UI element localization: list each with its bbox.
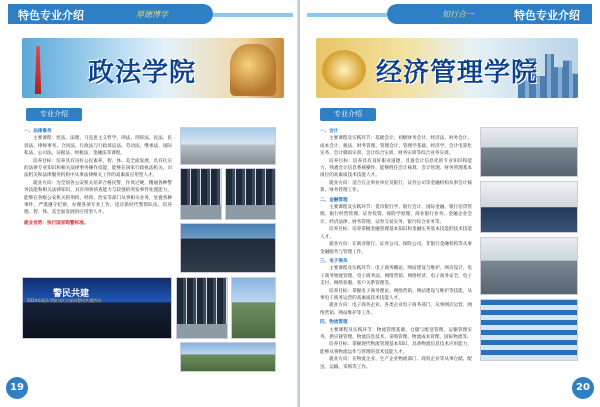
program-name: 四、物流管理 — [320, 320, 348, 326]
accounting-class-photo — [480, 127, 578, 177]
program-goal: 培养目标：培养具有良好公民素养、智、体、美全面发展，具有扎实的法律专业知识和相关法律事务操作技能，能够在国家行政执法机关、司法机关和法律服务机构中从事法律相关工作的高素质应用型人才。 — [24, 158, 172, 179]
officer-photo — [176, 277, 228, 339]
stage-title: 警民共建 — [53, 289, 90, 299]
program-courses: 主要课程及实践环节：基础会计、初级财务会计、经济法、财务会计、成本会计、税法、财务管理、管理会计、管理学基础、经济学、会计电算化实务、会计模拟实训、会计综合实训、财务实训等综合业务实训。 — [320, 136, 472, 157]
training-field-photo — [180, 342, 276, 372]
program-goal: 培养目标：培养具有良好职业道德，具备会计信息化的专业知识和能力，熟悉会计信息系统操作，能够胜任会计核算、会计管理、财务管理基本岗位的高素质技术技能人才。 — [320, 158, 472, 179]
program-name: 二、金融管理 — [320, 197, 348, 203]
stone-lion-illustration — [230, 44, 276, 96]
ceremony-stage-photo — [22, 277, 172, 339]
header-motto: 厚德博学 — [136, 10, 168, 19]
header-title: 特色专业介绍 — [514, 9, 580, 22]
header-band — [8, 4, 213, 24]
stage-subtitle: 2024年政法学院与区公安局警民共建活动 — [27, 298, 102, 303]
college-banner — [22, 38, 284, 98]
program-text-column — [24, 126, 172, 227]
page-number: 19 — [6, 377, 28, 399]
monument-illustration — [30, 46, 46, 94]
outdoor-drill-photo — [231, 277, 276, 339]
coins-illustration — [322, 50, 366, 90]
header-accent-line — [213, 13, 293, 17]
college-title: 经济管理学院 — [376, 58, 539, 88]
program-jobs: 就业方向：电子商务企业、各类企业电子商务部门，从事网店运营、网络营销、网站维护等工作。 — [320, 303, 472, 316]
header-title: 特色专业介绍 — [18, 9, 84, 22]
program-name: 一、会计 — [320, 129, 339, 134]
college-banner — [316, 38, 578, 98]
police-lineup-photo — [225, 168, 276, 220]
header-accent-line — [307, 13, 387, 17]
program-jobs: 就业方向：在商业银行、证券公司、保险公司、非银行金融机构等从事金融服务与管理工作。 — [320, 242, 472, 255]
program-jobs: 就业方向：适合在企事业单位及银行、证券公司等金融机构从事会计核算、财务管理工作。 — [320, 180, 472, 194]
header-motto: 知行合一 — [442, 10, 474, 19]
section-tag: 专业介绍 — [26, 108, 82, 121]
program-text-column — [320, 126, 472, 371]
logistics-lab-photo — [480, 299, 578, 361]
page-right — [300, 0, 600, 407]
program-courses: 主要课程及实践环节：电子商务概论、网站建设与维护、网页设计、电子商务物流管理、电子商务法、网络营销、网络经济、电子商务安全、电子支付、网络客服、客户关系管理等。 — [320, 266, 472, 287]
program-goal: 培养目标：培养掌握金融管理基本知识和金融实务基本技能的技术技能人才。 — [320, 227, 472, 240]
college-title: 政法学院 — [88, 58, 197, 88]
section-tag: 专业介绍 — [320, 108, 376, 121]
police-training-photo — [180, 168, 222, 220]
ecommerce-class-photo — [480, 237, 578, 295]
campus-photo — [180, 127, 276, 165]
finance-lab-photo — [480, 181, 578, 233]
program-courses: 主要课程及实践环节：物流管理基础、仓储与配送管理、运输管理实务、供应链管理、物流信息技术、采购管理、物流成本管理、国际物流等。 — [320, 327, 472, 340]
program-jobs: 就业方向：为全国各公安机关培养合格民警，作风过硬，精通各种警务技能和相关法律知识，具有刑事侦查能力与较强的突发事件处置能力，能够在各级公安机关的刑侦、经侦、治安等部门从事相关业务，处置各种事件，严谨遵守纪律，办理各项专业工作，适应新时代警察队伍，培养德、智、体、美全面发展的应用型人才。 — [24, 180, 172, 216]
program-courses: 主要课程及实践环节：货币银行学、银行会计、国际金融、银行信贷管理、银行经营管理、证券投资、保险学原理、商业银行业务、金融企业会计、经济法律、财务管理、证券交易实务、银行综合业务等。 — [320, 205, 472, 225]
program-name: 三、电子商务 — [320, 258, 348, 264]
page-number: 20 — [572, 377, 594, 399]
program-courses: 主要课程：宪法、法理、马克思主义哲学、刑法、刑诉法、民法、民诉法、律师事务、合同法、行政法与行政诉讼法、劳动法、继承法、国际私法、公司法、证据法、财税法、金融法等课程。 — [24, 136, 172, 157]
program-goal: 培养目标：掌握现代物流管理基本知识，具备物流信息技术应用能力，能够从事物流运作与管理的技术技能人才。 — [320, 342, 472, 355]
program-jobs: 就业方向：在物流企业、生产企业物流部门、商贸企业等从事仓储、配送、运输、采购等工作。 — [320, 357, 472, 370]
parade-photo — [180, 223, 276, 273]
header-band — [387, 4, 592, 24]
program-name: 一、法律事务 — [24, 129, 52, 134]
program-goal: 培养目标：掌握电子商务理论、网络营销、网站建设与维护等技能，从事电子商务运营的高素质技术技能人才。 — [320, 288, 472, 301]
program-highlight: 就业优势：执行国家购警标准。 — [24, 220, 89, 226]
